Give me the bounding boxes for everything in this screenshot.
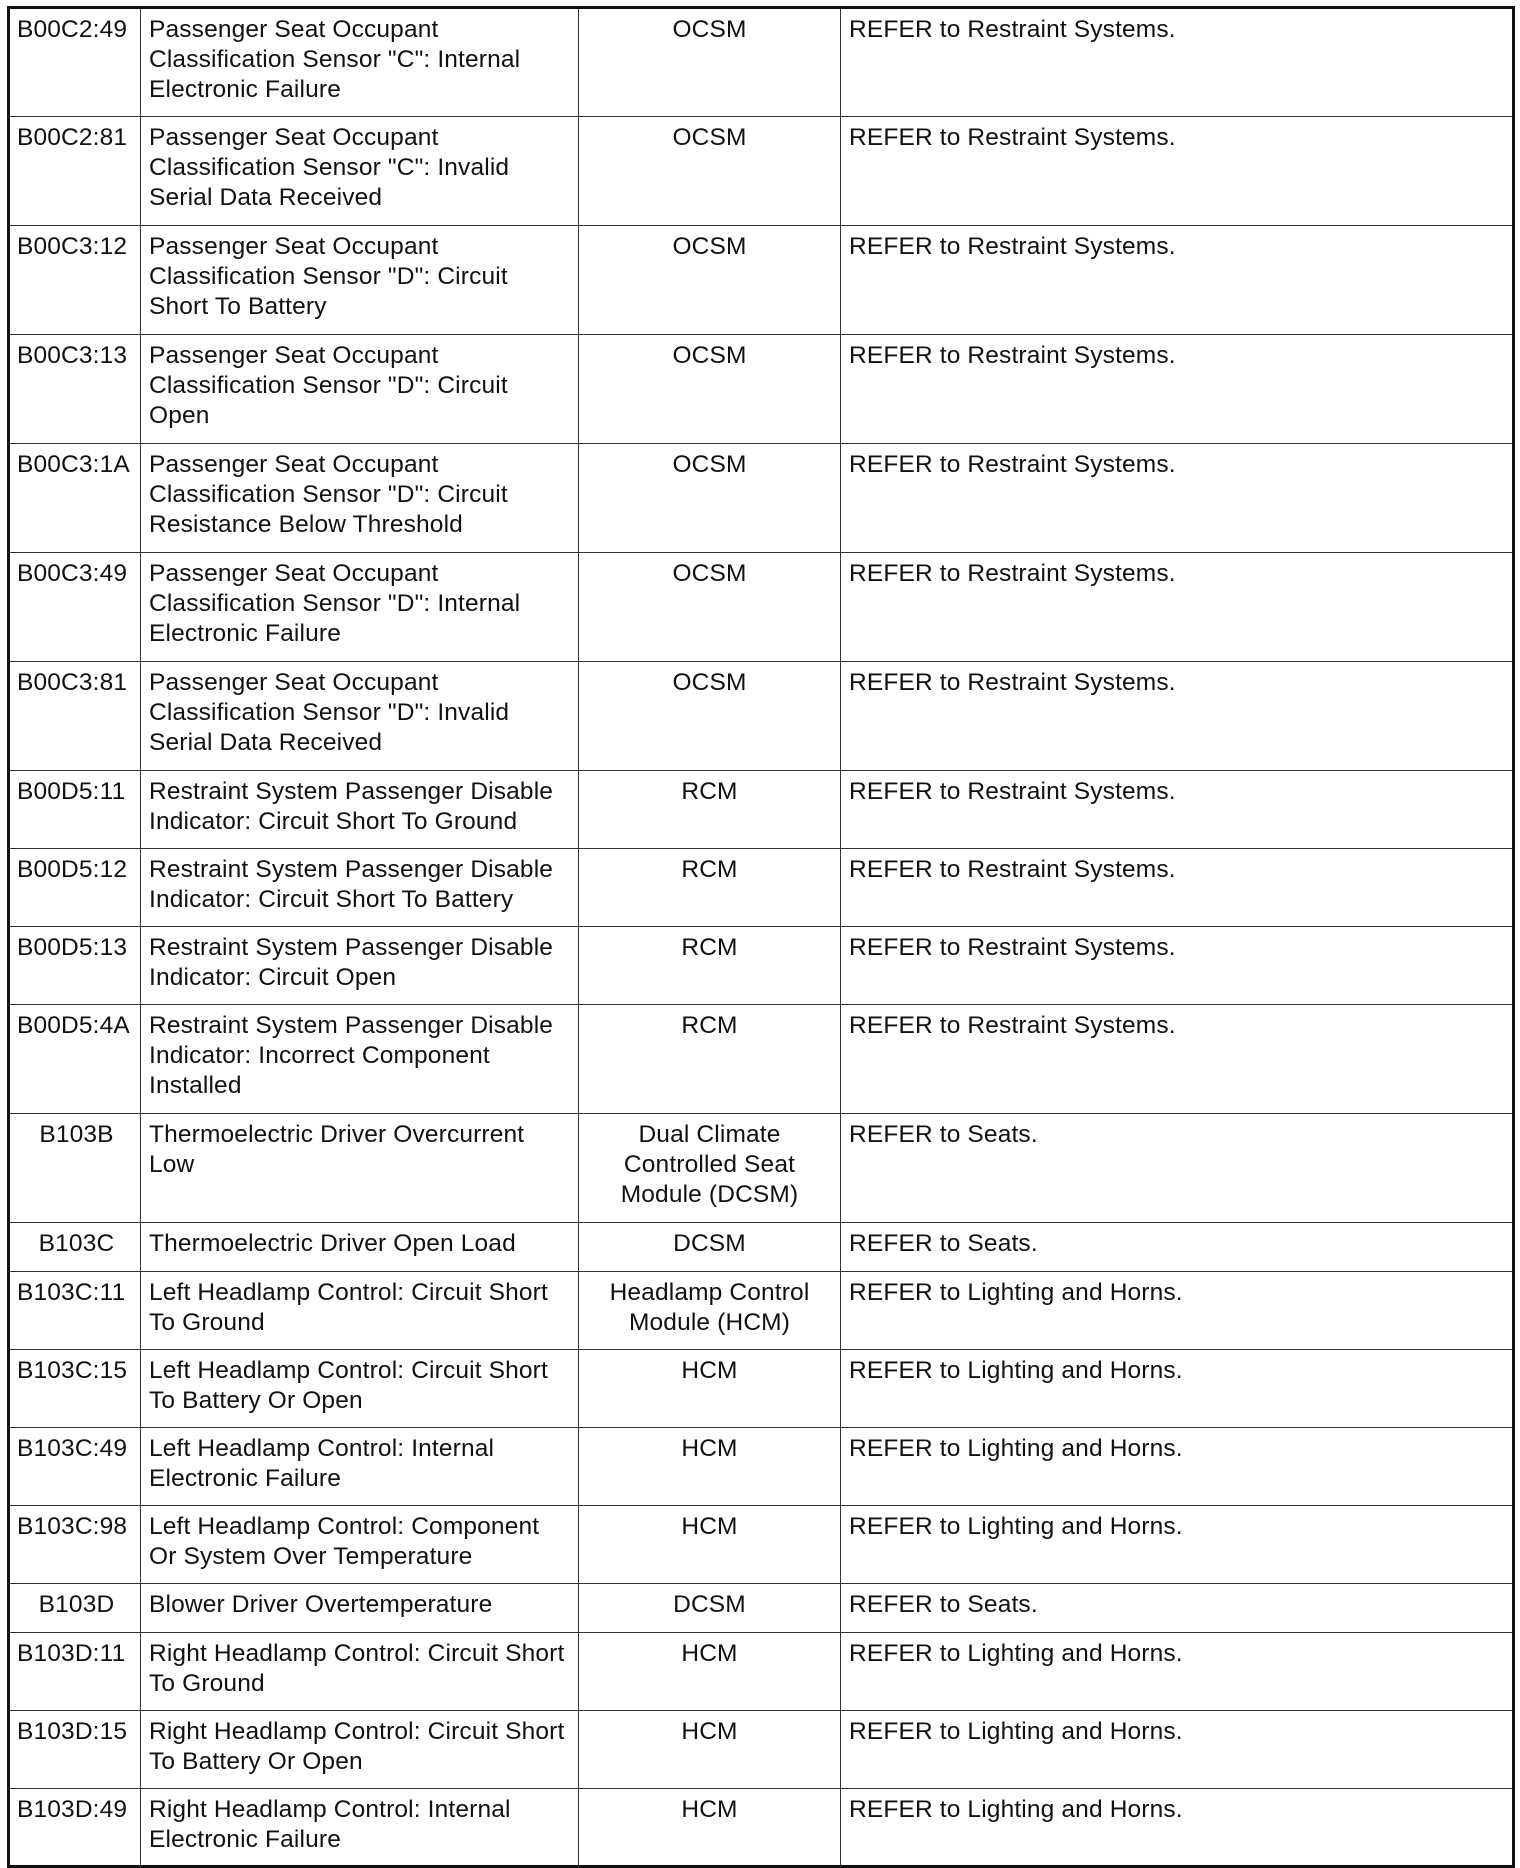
dtc-code-cell: B00D5:13	[9, 927, 141, 1005]
dtc-action-cell: REFER to Restraint Systems.	[841, 849, 1514, 927]
dtc-code-cell: B103D:11	[9, 1633, 141, 1711]
dtc-module-cell: Dual Climate Controlled Seat Module (DCSM)	[579, 1114, 841, 1223]
dtc-code-cell: B00C3:81	[9, 662, 141, 771]
dtc-code-cell: B00C3:12	[9, 226, 141, 335]
table-row	[9, 1789, 1514, 1867]
table-row	[9, 927, 1514, 1005]
dtc-code-cell: B00C3:13	[9, 335, 141, 444]
table-row	[9, 771, 1514, 849]
dtc-module-cell: OCSM	[579, 662, 841, 771]
dtc-action-cell: REFER to Seats.	[841, 1223, 1514, 1272]
dtc-action-cell: REFER to Restraint Systems.	[841, 8, 1514, 117]
dtc-action-cell: REFER to Restraint Systems.	[841, 553, 1514, 662]
dtc-action-cell: REFER to Restraint Systems.	[841, 335, 1514, 444]
table-row	[9, 1711, 1514, 1789]
dtc-code-cell: B00D5:12	[9, 849, 141, 927]
dtc-description-cell: Right Headlamp Control: Circuit Short To Battery Or Open	[141, 1711, 579, 1789]
dtc-description-cell: Thermoelectric Driver Overcurrent Low	[141, 1114, 579, 1223]
dtc-action-cell: REFER to Seats.	[841, 1584, 1514, 1633]
dtc-action-cell: REFER to Restraint Systems.	[841, 662, 1514, 771]
dtc-code-cell: B00C3:1A	[9, 444, 141, 553]
dtc-module-cell: HCM	[579, 1350, 841, 1428]
dtc-action-cell: REFER to Restraint Systems.	[841, 226, 1514, 335]
table-row	[9, 553, 1514, 662]
dtc-description-cell: Passenger Seat Occupant Classification Sensor "D": Circuit Resistance Below Threshold	[141, 444, 579, 553]
dtc-code-cell: B103C:11	[9, 1272, 141, 1350]
dtc-module-cell: OCSM	[579, 226, 841, 335]
dtc-code-cell: B103D	[9, 1584, 141, 1633]
dtc-module-cell: HCM	[579, 1506, 841, 1584]
dtc-description-cell: Left Headlamp Control: Circuit Short To Ground	[141, 1272, 579, 1350]
table-row	[9, 1350, 1514, 1428]
dtc-description-cell: Left Headlamp Control: Component Or System Over Temperature	[141, 1506, 579, 1584]
dtc-description-cell: Restraint System Passenger Disable Indicator: Circuit Short To Ground	[141, 771, 579, 849]
table-row	[9, 8, 1514, 117]
table-row	[9, 226, 1514, 335]
dtc-module-cell: HCM	[579, 1428, 841, 1506]
dtc-module-cell: Headlamp Control Module (HCM)	[579, 1272, 841, 1350]
dtc-description-cell: Passenger Seat Occupant Classification Sensor "D": Circuit Short To Battery	[141, 226, 579, 335]
dtc-module-cell: DCSM	[579, 1584, 841, 1633]
table-row	[9, 1272, 1514, 1350]
dtc-module-cell: OCSM	[579, 553, 841, 662]
dtc-action-cell: REFER to Lighting and Horns.	[841, 1350, 1514, 1428]
dtc-action-cell: REFER to Restraint Systems.	[841, 771, 1514, 849]
dtc-description-cell: Left Headlamp Control: Circuit Short To Battery Or Open	[141, 1350, 579, 1428]
dtc-code-cell: B00C2:81	[9, 117, 141, 226]
table-row	[9, 849, 1514, 927]
dtc-module-cell: OCSM	[579, 8, 841, 117]
table-row	[9, 1114, 1514, 1223]
dtc-description-cell: Right Headlamp Control: Internal Electronic Failure	[141, 1789, 579, 1867]
dtc-description-cell: Passenger Seat Occupant Classification Sensor "D": Circuit Open	[141, 335, 579, 444]
dtc-action-cell: REFER to Lighting and Horns.	[841, 1506, 1514, 1584]
table-row	[9, 117, 1514, 226]
dtc-code-cell: B103B	[9, 1114, 141, 1223]
table-row	[9, 1633, 1514, 1711]
dtc-action-cell: REFER to Restraint Systems.	[841, 117, 1514, 226]
dtc-action-cell: REFER to Lighting and Horns.	[841, 1428, 1514, 1506]
dtc-module-cell: DCSM	[579, 1223, 841, 1272]
dtc-description-cell: Thermoelectric Driver Open Load	[141, 1223, 579, 1272]
dtc-action-cell: REFER to Lighting and Horns.	[841, 1711, 1514, 1789]
table-row	[9, 1005, 1514, 1114]
dtc-module-cell: OCSM	[579, 117, 841, 226]
dtc-code-cell: B103C:15	[9, 1350, 141, 1428]
dtc-module-cell: HCM	[579, 1633, 841, 1711]
dtc-module-cell: OCSM	[579, 444, 841, 553]
dtc-description-cell: Passenger Seat Occupant Classification Sensor "D": Internal Electronic Failure	[141, 553, 579, 662]
dtc-code-cell: B00C2:49	[9, 8, 141, 117]
dtc-action-cell: REFER to Restraint Systems.	[841, 1005, 1514, 1114]
dtc-description-cell: Right Headlamp Control: Circuit Short To Ground	[141, 1633, 579, 1711]
table-row	[9, 335, 1514, 444]
dtc-module-cell: HCM	[579, 1789, 841, 1867]
dtc-module-cell: RCM	[579, 771, 841, 849]
dtc-code-cell: B103D:15	[9, 1711, 141, 1789]
dtc-code-cell: B103D:49	[9, 1789, 141, 1867]
dtc-reference-table	[7, 6, 1515, 1868]
dtc-description-cell: Passenger Seat Occupant Classification Sensor "D": Invalid Serial Data Received	[141, 662, 579, 771]
dtc-action-cell: REFER to Restraint Systems.	[841, 927, 1514, 1005]
table-row	[9, 1506, 1514, 1584]
dtc-table-body	[9, 8, 1514, 1867]
dtc-action-cell: REFER to Lighting and Horns.	[841, 1272, 1514, 1350]
table-row	[9, 444, 1514, 553]
dtc-description-cell: Restraint System Passenger Disable Indicator: Incorrect Component Installed	[141, 1005, 579, 1114]
dtc-code-cell: B103C:98	[9, 1506, 141, 1584]
table-row	[9, 1584, 1514, 1633]
dtc-code-cell: B00D5:11	[9, 771, 141, 849]
dtc-module-cell: RCM	[579, 849, 841, 927]
dtc-module-cell: RCM	[579, 1005, 841, 1114]
dtc-module-cell: RCM	[579, 927, 841, 1005]
dtc-module-cell: HCM	[579, 1711, 841, 1789]
dtc-action-cell: REFER to Restraint Systems.	[841, 444, 1514, 553]
dtc-description-cell: Left Headlamp Control: Internal Electronic Failure	[141, 1428, 579, 1506]
dtc-action-cell: REFER to Lighting and Horns.	[841, 1789, 1514, 1867]
table-row	[9, 662, 1514, 771]
dtc-description-cell: Blower Driver Overtemperature	[141, 1584, 579, 1633]
dtc-code-cell: B00C3:49	[9, 553, 141, 662]
table-row	[9, 1223, 1514, 1272]
dtc-description-cell: Passenger Seat Occupant Classification Sensor "C": Invalid Serial Data Received	[141, 117, 579, 226]
dtc-code-cell: B00D5:4A	[9, 1005, 141, 1114]
dtc-code-cell: B103C	[9, 1223, 141, 1272]
dtc-description-cell: Passenger Seat Occupant Classification Sensor "C": Internal Electronic Failure	[141, 8, 579, 117]
dtc-description-cell: Restraint System Passenger Disable Indicator: Circuit Open	[141, 927, 579, 1005]
dtc-module-cell: OCSM	[579, 335, 841, 444]
dtc-action-cell: REFER to Lighting and Horns.	[841, 1633, 1514, 1711]
dtc-action-cell: REFER to Seats.	[841, 1114, 1514, 1223]
table-row	[9, 1428, 1514, 1506]
dtc-description-cell: Restraint System Passenger Disable Indicator: Circuit Short To Battery	[141, 849, 579, 927]
dtc-code-cell: B103C:49	[9, 1428, 141, 1506]
